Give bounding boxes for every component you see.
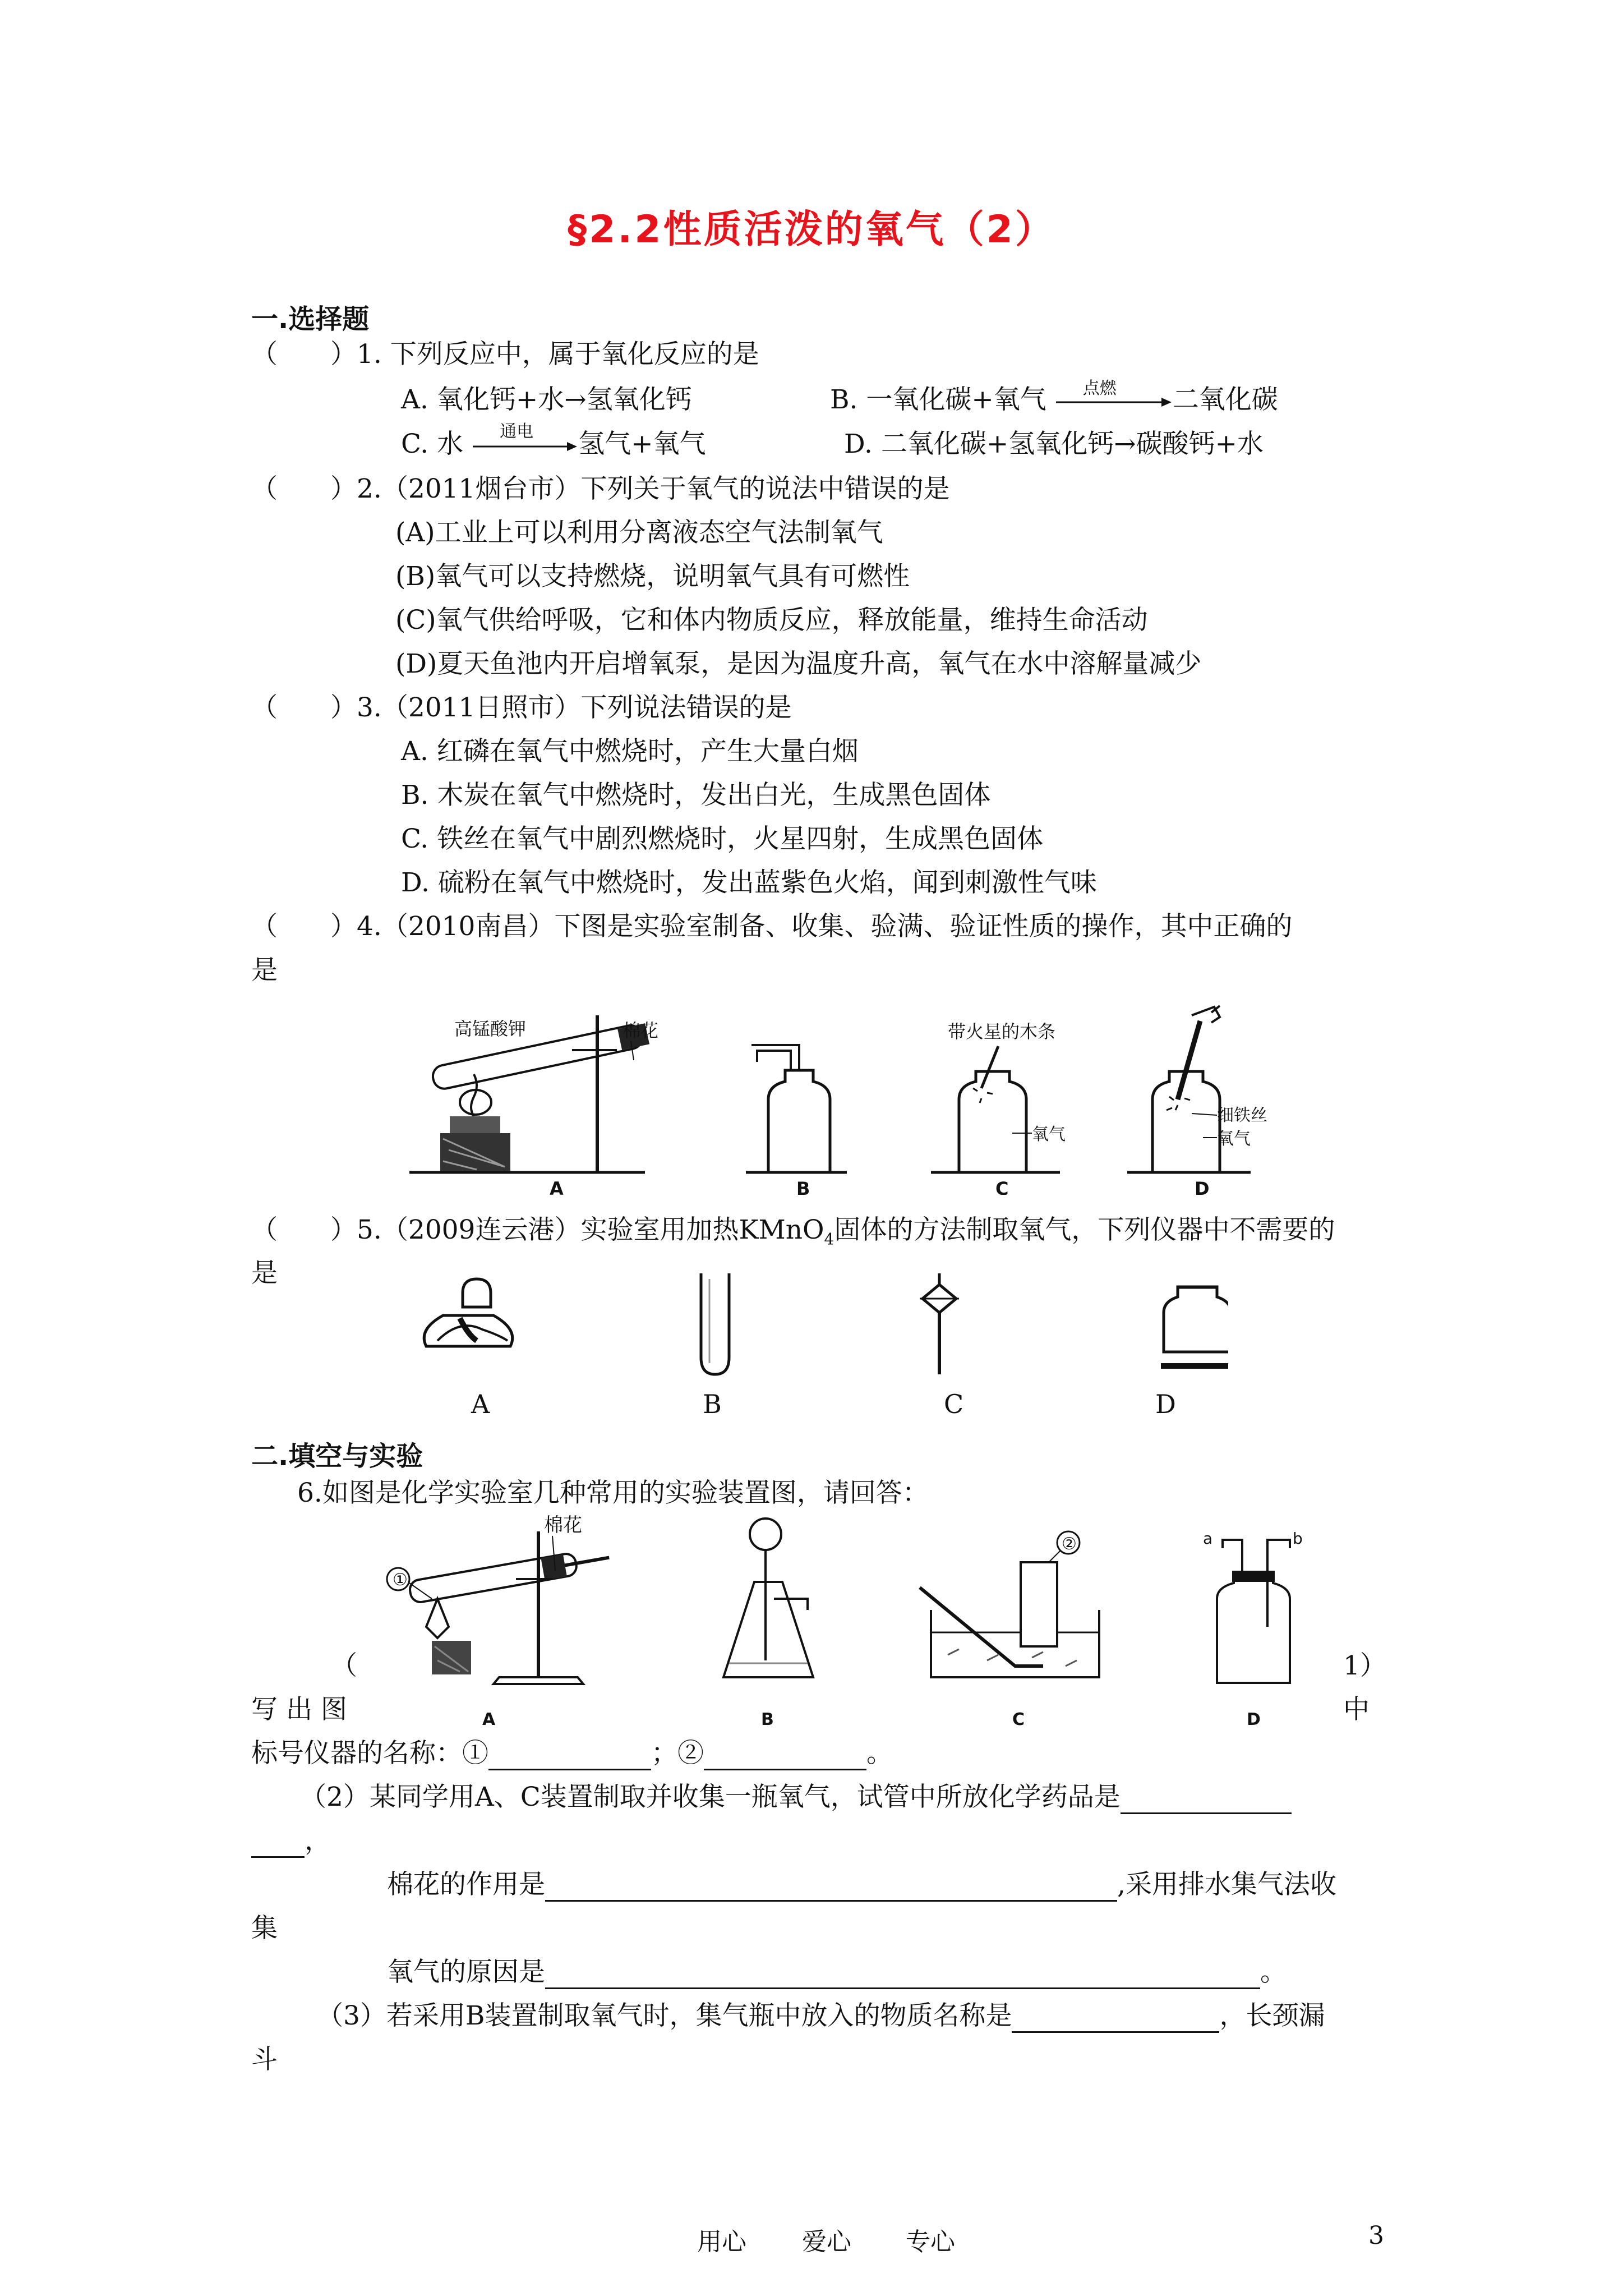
svg-text:C: C [1012, 1710, 1025, 1728]
apparatus-b [746, 1045, 847, 1195]
svg-text:棉花: 棉花 [623, 1020, 659, 1041]
svg-text:A: A [550, 1178, 564, 1195]
q6-part1-b: 中 [1343, 1694, 1370, 1725]
q6-part2-line2: 棉花的作用是 ,采用排水集气法收 [387, 1868, 1336, 1902]
apparatus-b [723, 1519, 813, 1728]
reaction-arrow: 点燃 [1055, 389, 1173, 415]
q2-option-c: (C)氧气供给呼吸，它和体内物质反应，释放能量，维持生命活动 [395, 605, 1148, 636]
svg-text:D: D [1195, 1178, 1210, 1195]
q5-letter-b: B [703, 1389, 722, 1419]
svg-text:①: ① [393, 1570, 408, 1590]
test-tube-icon [701, 1273, 729, 1374]
answer-blank-6[interactable] [1012, 2005, 1219, 2033]
gas-bottle-icon [1161, 1287, 1228, 1369]
answer-blank-2[interactable] [704, 1743, 866, 1770]
page-title: §2.2性质活泼的氧气（2） [568, 208, 1055, 252]
q6-part1-close: 1） [1343, 1650, 1386, 1681]
q3-option-d: D. 硫粉在氧气中燃烧时，发出蓝紫色火焰，闻到刺激性气味 [401, 867, 1097, 898]
section-heading-fill: 二.填空与实验 [251, 1441, 423, 1472]
apparatus-d [1203, 1529, 1303, 1728]
q5-letter-c: C [944, 1389, 964, 1419]
q1-stem: （ ）1. 下列反应中，属于氧化反应的是 [251, 339, 759, 370]
q6-part2-line3: 集 [251, 1913, 278, 1944]
svg-text:氧气: 氧气 [1217, 1129, 1251, 1149]
q6-part3-line2: 斗 [251, 2044, 278, 2075]
q1-option-a: A. 氧化钙+水→氢氧化钙 [401, 384, 692, 415]
svg-text:B: B [761, 1710, 774, 1728]
svg-text:D: D [1247, 1710, 1261, 1728]
apparatus-d [1127, 1006, 1267, 1195]
svg-text:细铁丝: 细铁丝 [1217, 1106, 1267, 1125]
svg-text:高锰酸钾: 高锰酸钾 [454, 1018, 527, 1039]
answer-blank-5[interactable] [545, 1962, 1260, 1989]
svg-text:②: ② [1062, 1534, 1077, 1554]
q3-option-b: B. 木炭在氧气中燃烧时，发出白光，生成黑色固体 [401, 780, 991, 811]
q5-stem-cont: 是 [251, 1258, 278, 1289]
q5-letter-d: D [1155, 1389, 1176, 1419]
svg-text:带火星的木条: 带火星的木条 [948, 1021, 1056, 1042]
reaction-arrow: 通电 [472, 433, 578, 459]
funnel-icon [920, 1273, 959, 1374]
apparatus-a [387, 1515, 611, 1728]
q6-part1-a: 写 出 图 [251, 1694, 347, 1725]
arrow-icon: → [564, 384, 587, 415]
apparatus-c [931, 1021, 1066, 1195]
q4-stem-cont: 是 [251, 955, 278, 986]
q3-option-a: A. 红磷在氧气中燃烧时，产生大量白烟 [401, 736, 859, 767]
q6-part2-line1-cont: ， [251, 1824, 331, 1858]
svg-text:棉花: 棉花 [544, 1515, 582, 1536]
q6-stem: 6.如图是化学实验室几种常用的实验装置图，请回答： [297, 1478, 929, 1508]
svg-text:A: A [482, 1710, 496, 1728]
q4-apparatus-figure [409, 1004, 1391, 1195]
q1-option-c: C. 水 通电 氢气+氧气 [401, 422, 706, 459]
apparatus-a [409, 1015, 658, 1195]
q4-stem: （ ）4.（2010南昌）下图是实验室制备、收集、验满、验证性质的操作，其中正确的 [251, 911, 1293, 942]
svg-text:氧气: 氧气 [1032, 1125, 1066, 1144]
alcohol-lamp-icon [424, 1279, 513, 1346]
page-number: 3 [1368, 2221, 1384, 2250]
q6-part1-line: 标号仪器的名称：① ；② 。 [251, 1737, 893, 1770]
q3-option-c: C. 铁丝在氧气中剧烈燃烧时，火星四射，生成黑色固体 [401, 823, 1044, 854]
q3-stem: （ ）3.（2011日照市）下列说法错误的是 [251, 692, 792, 723]
section-heading-choice: 一.选择题 [251, 303, 370, 335]
svg-text:B: B [796, 1178, 810, 1195]
q5-stem: （ ）5.（2009连云港）实验室用加热KMnO$_4$固体的方法制取氧气，下列仪器中不需要的 [251, 1214, 1335, 1249]
svg-text:C: C [995, 1178, 1009, 1195]
q6-part3-line1: （3）若采用B装置制取氧气时，集气瓶中放入的物质名称是 ，长颈漏 [317, 1999, 1325, 2033]
arrow-icon: → [1114, 429, 1136, 459]
answer-blank-3[interactable] [1121, 1787, 1292, 1814]
answer-blank-3b[interactable] [251, 1830, 305, 1858]
q2-option-a: (A)工业上可以利用分离液态空气法制氧气 [395, 517, 883, 548]
q6-apparatus-figure [359, 1515, 1357, 1728]
q6-part2-line4: 氧气的原因是 。 [387, 1955, 1287, 1989]
footer-motto-1: 用心 [697, 2228, 746, 2256]
svg-text:b: b [1293, 1529, 1303, 1548]
q5-letter-a: A [471, 1389, 490, 1419]
footer-motto-2: 爱心 [802, 2228, 851, 2256]
q5-instrument-figure [415, 1273, 1228, 1380]
q2-stem: （ ）2.（2011烟台市）下列关于氧气的说法中错误的是 [251, 473, 950, 504]
answer-blank-1[interactable] [488, 1743, 651, 1770]
apparatus-c [920, 1531, 1099, 1728]
svg-text:a: a [1203, 1529, 1213, 1548]
q1-option-b: B. 一氧化碳+氧气 点燃 二氧化碳 [830, 379, 1278, 415]
footer-motto-3: 专心 [906, 2228, 955, 2256]
answer-blank-4[interactable] [545, 1874, 1117, 1902]
q2-option-b: (B)氧气可以支持燃烧，说明氧气具有可燃性 [395, 561, 910, 592]
q6-part1-open: （ [331, 1650, 357, 1681]
q6-part2-line1: （2）某同学用A、C装置制取并收集一瓶氧气，试管中所放化学药品是 [300, 1780, 1292, 1814]
q2-option-d: (D)夏天鱼池内开启增氧泵，是因为温度升高，氧气在水中溶解量减少 [395, 648, 1202, 679]
q1-option-d: D. 二氧化碳+氢氧化钙→碳酸钙+水 [844, 429, 1264, 459]
